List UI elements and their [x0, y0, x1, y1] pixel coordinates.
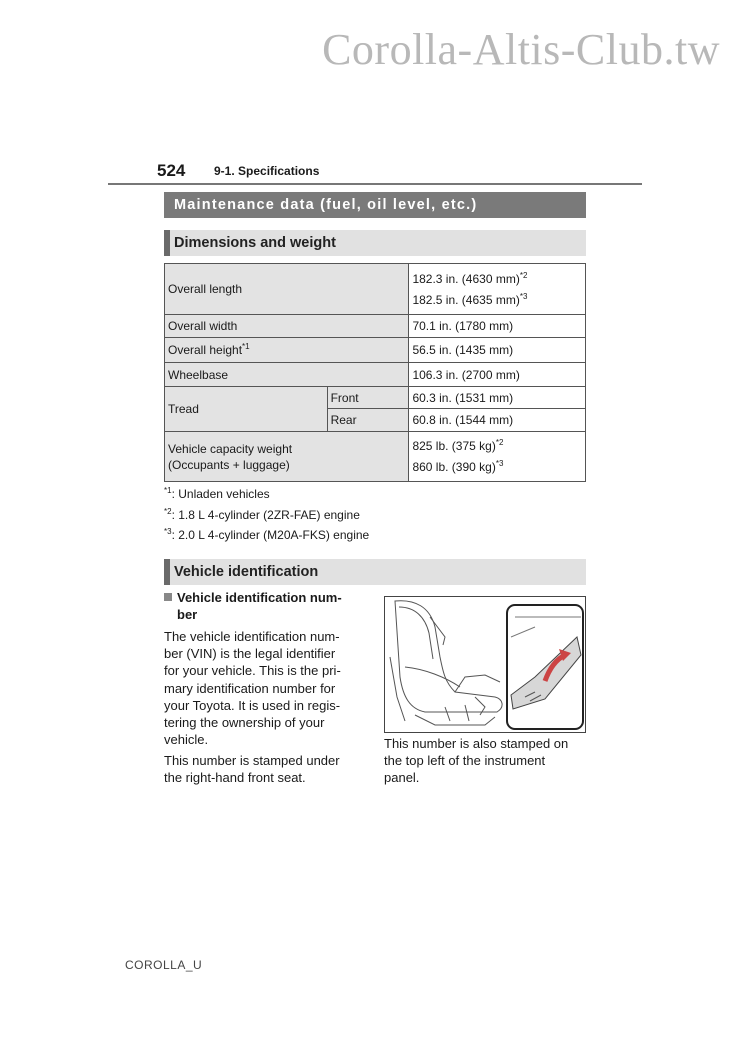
- footnote-mark: *3: [164, 527, 172, 536]
- footnote: [164, 484, 369, 505]
- overall-height-text: Overall height: [168, 343, 243, 357]
- tread-front-label: Front: [327, 387, 409, 409]
- capacity-value-1: 825 lb. (375 kg): [412, 439, 496, 453]
- tread-rear-value: 60.8 in. (1544 mm): [409, 409, 586, 432]
- tread-rear-label: Rear: [327, 409, 409, 432]
- overall-length-value-1: 182.3 in. (4630 mm): [412, 271, 520, 286]
- table-row: [165, 264, 586, 315]
- wheelbase-label: Wheelbase: [165, 363, 409, 387]
- footnotes: [164, 484, 369, 546]
- text-line: mary identification number for: [164, 680, 336, 696]
- watermark: Corolla-Altis-Club.tw: [322, 25, 720, 74]
- overall-length-value: [409, 264, 586, 315]
- table-row: [165, 315, 586, 338]
- footnote-mark: *3: [495, 459, 504, 468]
- footnote-mark: *2: [164, 506, 172, 516]
- table-row: [165, 338, 586, 363]
- text-line: tering the ownership of your: [164, 715, 325, 731]
- vin-location-paragraph: [164, 752, 340, 786]
- footnote-text: : 2.0 L 4-cylinder (M20A-FKS) engine: [171, 528, 370, 542]
- vehicle-identification-heading: Vehicle identification: [164, 559, 586, 585]
- text-line: The vehicle identification num-: [164, 629, 340, 644]
- seat-illustration-icon: [385, 597, 585, 732]
- table-row: [165, 432, 586, 482]
- wheelbase-value: 106.3 in. (2700 mm): [409, 363, 586, 387]
- text-line: the right-hand front seat.: [164, 770, 306, 786]
- footnote: [164, 505, 369, 526]
- footnote-mark: *1: [242, 342, 250, 351]
- footer-model-code: COROLLA_U: [125, 958, 203, 972]
- vin-subheading-line1: Vehicle identification num-: [177, 590, 342, 605]
- vin-location-illustration: [384, 596, 586, 733]
- footnote-text: : Unladen vehicles: [171, 487, 270, 501]
- text-line: your Toyota. It is used in regis-: [164, 697, 341, 713]
- text-line: the top left of the instrument: [384, 753, 546, 769]
- vin-subheading-line2: ber: [177, 607, 198, 622]
- capacity-label-line1: Vehicle capacity weight: [168, 441, 293, 456]
- overall-width-value: 70.1 in. (1780 mm): [409, 315, 586, 338]
- overall-height-value: 56.5 in. (1435 mm): [409, 338, 586, 363]
- text-line: for your vehicle. This is the pri-: [164, 663, 341, 679]
- capacity-value: [409, 432, 586, 482]
- overall-length-label: Overall length: [165, 264, 409, 315]
- overall-height-label: [165, 338, 409, 363]
- dimensions-table: [164, 263, 586, 482]
- header-divider: [108, 183, 642, 185]
- vin-subheading: [164, 589, 364, 623]
- text-line: This number is also stamped on: [384, 736, 569, 751]
- page-number: 524: [157, 161, 186, 180]
- tread-label: Tread: [165, 387, 328, 432]
- footnote-text: : 1.8 L 4-cylinder (2ZR-FAE) engine: [171, 507, 360, 522]
- capacity-value-2: 860 lb. (390 kg): [412, 460, 496, 474]
- capacity-label: [165, 432, 409, 482]
- text-line: vehicle.: [164, 732, 209, 748]
- text-line: This number is stamped under: [164, 753, 340, 768]
- figure-caption: [384, 735, 568, 787]
- footnote-mark: *2: [519, 270, 528, 280]
- section-title: 9-1. Specifications: [214, 164, 320, 178]
- table-row: [165, 387, 586, 409]
- overall-width-label: Overall width: [165, 315, 409, 338]
- table-row: [165, 363, 586, 387]
- overall-length-value-2: 182.5 in. (4635 mm): [412, 292, 520, 307]
- maintenance-heading: Maintenance data (fuel, oil level, etc.): [164, 192, 586, 218]
- bullet-square-icon: [164, 593, 172, 601]
- footnote-mark: *2: [495, 438, 504, 447]
- footnote-mark: *3: [519, 291, 528, 301]
- vin-paragraph: [164, 628, 341, 748]
- footnote: [164, 525, 369, 546]
- text-line: ber (VIN) is the legal identifier: [164, 646, 336, 662]
- dimensions-heading: Dimensions and weight: [164, 230, 586, 256]
- text-line: panel.: [384, 770, 420, 786]
- tread-front-value: 60.3 in. (1531 mm): [409, 387, 586, 409]
- footnote-mark: *1: [164, 486, 172, 495]
- capacity-label-line2: (Occupants + luggage): [168, 457, 290, 472]
